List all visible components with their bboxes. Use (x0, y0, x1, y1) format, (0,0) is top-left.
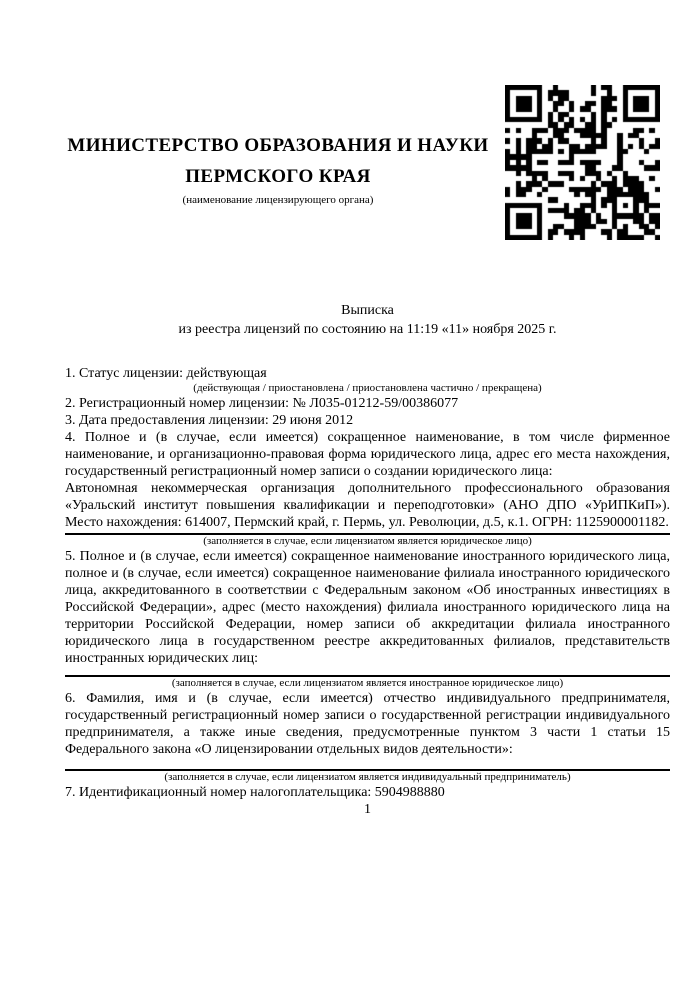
document-title-block (65, 301, 670, 339)
page-number: 1 (364, 802, 371, 817)
foreign-entity-heading: 5. Полное и (в случае, если имеется) сокращенное наименование иностранного юридического лица, полное и (в случае, если имеется) сокращенное наименование филиала иностранного юридического лица, аккредитованного в соответствии с Федеральным законом «Об иностранных инвестициях в Российской Федерации», адрес (место нахождения) филиала иностранного юридического лица на территории Российской Федерации, номер записи об аккредитации филиала иностранного юридического лица в государственном реестре аккредитованных филиалов, представительств иностранных юридических лиц: (65, 549, 670, 666)
license-grant-date: 3. Дата предоставления лицензии: 29 июня 2012 (65, 413, 354, 428)
license-registration-number: 2. Регистрационный номер лицензии: № Л035-01212-59/00386077 (65, 396, 459, 411)
foreign-entity-note: (заполняется в случае, если лицензиатом является иностранное юридическое лицо) (171, 677, 564, 689)
document-header (60, 130, 496, 207)
document-title: Выписка (341, 303, 394, 318)
ministry-name-line2: ПЕРМСКОГО КРАЯ (185, 166, 371, 187)
license-status: 1. Статус лицензии: действующая (65, 366, 267, 381)
legal-entity-heading: 4. Полное и (в случае, если имеется) сокращенное наименование, в том числе фирменное наименование, и организационно-правовая форма юридического лица, адрес его места нахождения, государственный регистрационный номер записи о создании юридического лица: (65, 430, 670, 479)
license-status-note: (действующая / приостановлена / приостановлена частично / прекращена) (193, 382, 542, 394)
legal-entity-note: (заполняется в случае, если лицензиатом является юридическое лицо) (203, 535, 532, 547)
taxpayer-id: 7. Идентификационный номер налогоплательщика: 5904988880 (65, 785, 445, 800)
entrepreneur-heading: 6. Фамилия, имя и (в случае, если имеется) отчество индивидуального предпринимателя, государственный регистрационный номер записи о государственной регистрации индивидуального предпринимателя, а также иные сведения, предусмотренные пунктом 3 части 1 статьи 15 Федерального закона «О лицензировании отдельных видов деятельности»: (65, 691, 670, 757)
qr-code (505, 85, 660, 240)
ministry-name-line1: МИНИСТЕРСТВО ОБРАЗОВАНИЯ И НАУКИ (67, 135, 489, 156)
document-subtitle: из реестра лицензий по состоянию на 11:19 «11» ноября 2025 г. (178, 322, 557, 337)
legal-entity-value: Автономная некоммерческая организация дополнительного профессионального образования «Уральский институт повышения квалификации и переподготовки» (АНО ДПО «УрИПКиП»). Место нахождения: 614007, Пермский край, г. Пермь, ул. Революции, д.5, к.1. ОГРН: 1125900001182. (65, 481, 670, 530)
entrepreneur-note: (заполняется в случае, если лицензиатом является индивидуальный предприниматель) (164, 771, 571, 783)
document-body (65, 365, 670, 818)
licensing-authority-note: (наименование лицензирующего органа) (182, 194, 374, 206)
